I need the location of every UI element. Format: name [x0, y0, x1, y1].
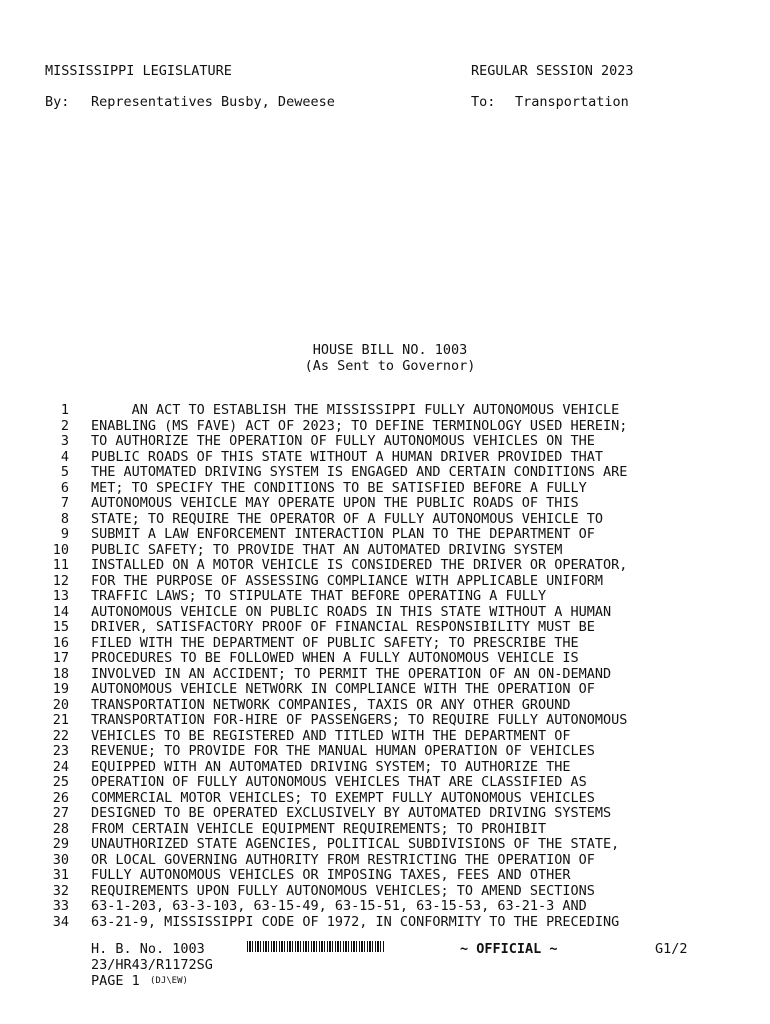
- line-text: SUBMIT A LAW ENFORCEMENT INTERACTION PLAN TO THE DEPARTMENT OF: [91, 526, 595, 542]
- line-number: 8: [60, 510, 69, 527]
- line-number: 30: [52, 851, 69, 868]
- line-text: MET; TO SPECIFY THE CONDITIONS TO BE SATISFIED BEFORE A FULLY: [91, 479, 587, 496]
- page-label: PAGE 1: [91, 973, 140, 989]
- line-text: STATE; TO REQUIRE THE OPERATOR OF A FULLY AUTONOMOUS VEHICLE TO: [91, 510, 604, 527]
- line-text: TRANSPORTATION FOR-HIRE OF PASSENGERS; TO REQUIRE FULLY AUTONOMOUS: [91, 712, 628, 728]
- line-text: ENABLING (MS FAVE) ACT OF 2023; TO DEFINE TERMINOLOGY USED HEREIN;: [91, 417, 628, 434]
- line-text: UNAUTHORIZED STATE AGENCIES, POLITICAL SUBDIVISIONS OF THE STATE,: [91, 836, 620, 852]
- official-stamp: ~ OFFICIAL ~: [460, 941, 558, 957]
- line-number: 12: [52, 572, 69, 589]
- page-code: G1/2: [655, 941, 688, 957]
- doc-code: 23/HR43/R1172SG: [91, 957, 213, 973]
- line-number: 21: [52, 712, 69, 728]
- line-text: AUTONOMOUS VEHICLE MAY OPERATE UPON THE PUBLIC ROADS OF THIS: [91, 495, 579, 511]
- line-number: 1: [60, 402, 69, 418]
- line-number: 28: [52, 820, 69, 837]
- line-text: AUTONOMOUS VEHICLE NETWORK IN COMPLIANCE WITH THE OPERATION OF: [91, 681, 595, 697]
- line-text: 63-1-203, 63-3-103, 63-15-49, 63-15-51, 63-15-53, 63-21-3 AND: [91, 898, 587, 914]
- line-number: 15: [52, 619, 69, 635]
- line-number: 11: [52, 557, 69, 573]
- line-text: FROM CERTAIN VEHICLE EQUIPMENT REQUIREMENTS; TO PROHIBIT: [91, 820, 547, 837]
- line-text: FILED WITH THE DEPARTMENT OF PUBLIC SAFETY; TO PRESCRIBE THE: [91, 634, 579, 651]
- line-number: 32: [52, 882, 69, 899]
- line-number: 2: [60, 417, 69, 434]
- line-number: 18: [52, 665, 69, 682]
- line-text: REQUIREMENTS UPON FULLY AUTONOMOUS VEHICLES; TO AMEND SECTIONS: [91, 882, 595, 899]
- line-number: 5: [60, 464, 69, 480]
- line-number: 22: [52, 727, 69, 744]
- line-text: TRAFFIC LAWS; TO STIPULATE THAT BEFORE OPERATING A FULLY: [91, 588, 547, 604]
- line-number: 9: [60, 526, 69, 542]
- line-number: 13: [52, 588, 69, 604]
- line-text: TRANSPORTATION NETWORK COMPANIES, TAXIS OR ANY OTHER GROUND: [91, 696, 571, 713]
- line-text: AUTONOMOUS VEHICLE ON PUBLIC ROADS IN THIS STATE WITHOUT A HUMAN: [91, 603, 612, 620]
- line-text: OR LOCAL GOVERNING AUTHORITY FROM RESTRICTING THE OPERATION OF: [91, 851, 595, 868]
- initials: (DJ\EW): [150, 976, 188, 986]
- line-number: 27: [52, 805, 69, 821]
- line-text: TO AUTHORIZE THE OPERATION OF FULLY AUTONOMOUS VEHICLES ON THE: [91, 433, 595, 449]
- line-text: PUBLIC ROADS OF THIS STATE WITHOUT A HUMAN DRIVER PROVIDED THAT: [91, 448, 604, 465]
- line-text: PROCEDURES TO BE FOLLOWED WHEN A FULLY AUTONOMOUS VEHICLE IS: [91, 650, 579, 666]
- line-text: VEHICLES TO BE REGISTERED AND TITLED WITH THE DEPARTMENT OF: [91, 727, 571, 744]
- line-text: INSTALLED ON A MOTOR VEHICLE IS CONSIDERED THE DRIVER OR OPERATOR,: [91, 557, 628, 573]
- line-number: 6: [60, 479, 69, 496]
- line-text: EQUIPPED WITH AN AUTOMATED DRIVING SYSTEM; TO AUTHORIZE THE: [91, 758, 571, 775]
- line-number: 34: [52, 913, 69, 930]
- line-number: 24: [52, 758, 69, 775]
- line-text: INVOLVED IN AN ACCIDENT; TO PERMIT THE OPERATION OF AN ON-DEMAND: [91, 665, 612, 682]
- line-number: 29: [52, 836, 69, 852]
- bill-title: HOUSE BILL NO. 1003: [312, 342, 468, 358]
- line-number: 4: [60, 448, 69, 465]
- line-text: COMMERCIAL MOTOR VEHICLES; TO EXEMPT FULLY AUTONOMOUS VEHICLES: [91, 789, 595, 806]
- line-text: OPERATION OF FULLY AUTONOMOUS VEHICLES THAT ARE CLASSIFIED AS: [91, 774, 587, 790]
- line-number: 7: [60, 495, 69, 511]
- line-number: 33: [52, 898, 69, 914]
- line-number: 3: [60, 433, 69, 449]
- line-text: AN ACT TO ESTABLISH THE MISSISSIPPI FULLY AUTONOMOUS VEHICLE: [91, 402, 620, 418]
- committee: Transportation: [515, 94, 629, 110]
- sponsors: Representatives Busby, Deweese: [91, 94, 335, 110]
- line-text: THE AUTOMATED DRIVING SYSTEM IS ENGAGED AND CERTAIN CONDITIONS ARE: [91, 464, 628, 480]
- legislature-name: MISSISSIPPI LEGISLATURE: [45, 63, 232, 79]
- to-label: To:: [471, 94, 496, 110]
- by-label: By:: [45, 94, 70, 110]
- line-number: 31: [52, 867, 69, 883]
- line-text: DRIVER, SATISFACTORY PROOF OF FINANCIAL RESPONSIBILITY MUST BE: [91, 619, 595, 635]
- line-number: 19: [52, 681, 69, 697]
- bill-status: (As Sent to Governor): [304, 358, 476, 374]
- line-text: 63-21-9, MISSISSIPPI CODE OF 1972, IN CONFORMITY TO THE PRECEDING: [91, 913, 620, 930]
- line-number: 25: [52, 774, 69, 790]
- line-text: FOR THE PURPOSE OF ASSESSING COMPLIANCE WITH APPLICABLE UNIFORM: [91, 572, 604, 589]
- line-text: DESIGNED TO BE OPERATED EXCLUSIVELY BY AUTOMATED DRIVING SYSTEMS: [91, 805, 612, 821]
- line-number: 23: [52, 743, 69, 759]
- line-number: 26: [52, 789, 69, 806]
- line-number: 20: [52, 696, 69, 713]
- session-label: REGULAR SESSION 2023: [471, 63, 634, 79]
- line-text: FULLY AUTONOMOUS VEHICLES OR IMPOSING TAXES, FEES AND OTHER: [91, 867, 571, 883]
- line-number: 10: [52, 541, 69, 558]
- line-text: REVENUE; TO PROVIDE FOR THE MANUAL HUMAN OPERATION OF VEHICLES: [91, 743, 595, 759]
- line-number: 14: [52, 603, 69, 620]
- barcode: [247, 941, 385, 952]
- line-text: PUBLIC SAFETY; TO PROVIDE THAT AN AUTOMATED DRIVING SYSTEM: [91, 541, 563, 558]
- footer-bill-ref: H. B. No. 1003: [91, 941, 205, 957]
- line-number: 16: [52, 634, 69, 651]
- line-number: 17: [52, 650, 69, 666]
